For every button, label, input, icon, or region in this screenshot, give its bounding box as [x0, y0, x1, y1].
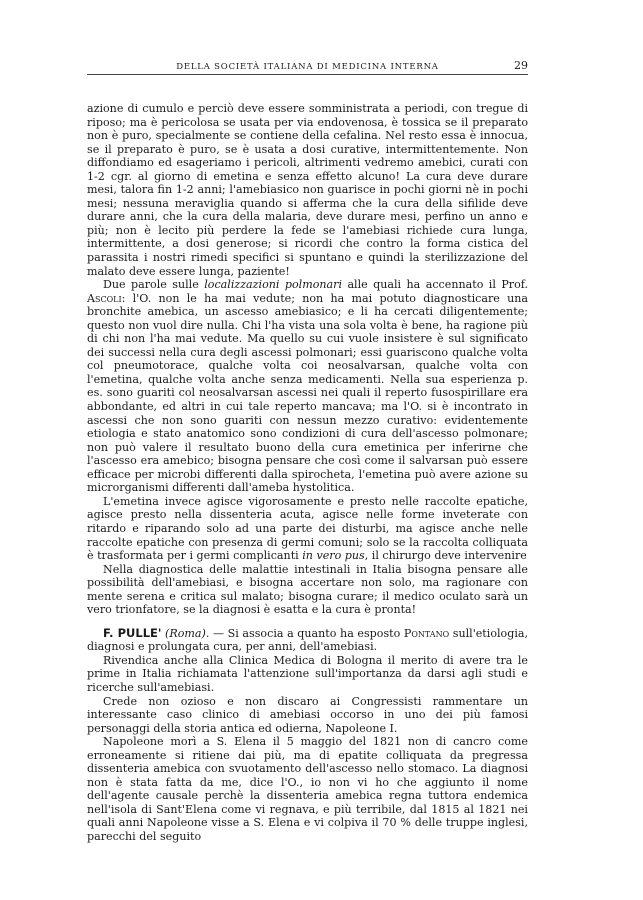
p2-text-a: Due parole sulle	[103, 278, 205, 292]
p5-text-a: . — Si associa a quanto ha esposto	[205, 626, 404, 640]
speaker-name: F. PULLE'	[103, 625, 162, 640]
page	[87, 58, 528, 844]
running-head: DELLA SOCIETÀ ITALIANA DI MEDICINA INTERNA	[176, 62, 439, 72]
p2-text-c: alle quali ha accennato il Prof.	[342, 278, 529, 292]
p3-text-a: L'emetina invece agisce vigorosamente e presto nelle raccolte epatiche, agisce presto nella dissenteria acuta, agisce nelle forme inveterate con ritardo e riparando solo ad una parte dei disturbi, ma agisce anche nelle raccolte epatiche con presenza di germi comuni; solo se la raccolta colliquata è trasformata per i germi complicanti	[87, 494, 528, 563]
page-header	[87, 58, 528, 76]
paragraph-3	[87, 495, 528, 563]
paragraph-8: Napoleone morì a S. Elena il 5 maggio del 1821 non di cancro come erroneamente si ritiene dai più, ma di epatite colliquata da pregressa dissenteria amebica con svuotamento dell'ascesso nello stomaco. La diagnosi non è stata fatta da me, dice l'O., io non vi ho che aggiunto il nome dell'agente causale perchè la dissenteria amebica regna tuttora endemica nell'isola di Sant'Elena come vi regnava, e più terribile, dal 1815 al 1821 nei quali anni Napoleone visse a S. Elena e vi colpiva il 70 % delle truppe inglesi, parecchi del seguito	[87, 735, 528, 843]
p2-text-e: : l'O. non le ha mai vedute; non ha mai potuto diagnosticare una bronchite amebica, un ascesso amebiasico; e li ha cercati diligentemente; questo non vuol dire nulla. Chi l'ha vista una sola volta è bene, ha ragione più di chi non l'ha mai vedute. Ma quello su cui vuole insistere è sul significato dei successi nella cura degli ascessi polmonari; essi guariscono qualche volta col pneumotorace, qualche volta coi neosalvarsan, qualche volta con l'emetina, qualche volta anche senza medicamenti. Nella sua esperienza p. es. sono guariti col neosalvarsan ascessi nei quali il reperto fusospirillare era abbondante, ed altri in cui tale reperto mancava; ma l'O. si è incontrato in ascessi che non sono guariti con nessun mezzo curativo: evidentemente etiologia e stato anatomico sono condizioni di cura dell'ascesso polmonare; non può valere il resultato buono della cura emetinica per inferirne che l'ascesso era amebico; bisogna pensare che così come il salvarsan può essere efficace per microbi differenti dalla spirocheta, l'emetina può avere azione su microrganismi differenti dall'ameba hystolitica.	[87, 291, 528, 495]
header-rule	[87, 74, 528, 75]
paragraph-7: Crede non ozioso e non discaro ai Congressisti rammentare un interessante caso clinico di amebiasi occorso in uno dei più famosi personaggi della storia antica ed odierna, Napoleone I.	[87, 694, 528, 735]
speaker-city: (Roma)	[165, 626, 206, 640]
p5-text-c: sull'etiologia, diagnosi e prolungata cura, per anni, dell'amebiasi.	[87, 626, 529, 654]
p2-italic-term: localizzazioni polmonari	[204, 278, 343, 292]
p3-italic-term: in vero pus	[302, 549, 365, 563]
page-number: 29	[514, 59, 528, 72]
p3-text-c: , il chirurgo deve intervenire	[364, 549, 527, 563]
paragraph-6: Rivendica anche alla Clinica Medica di Bologna il merito di avere tra le prime in Italia richiamata l'attenzione sull'importanza da darsi agli studi e ricerche sull'amebiasi.	[87, 653, 528, 694]
p5-name-pontano: Pontano	[403, 626, 450, 640]
paragraph-5	[87, 627, 528, 654]
paragraph-2	[87, 278, 528, 495]
paragraph-1: azione di cumulo e perciò deve essere somministrata a periodi, con tregue di riposo; ma è pericolosa se usata per via endovenosa, è tossica se il preparato non è puro, specialmente se contiene della cefalina. Nel resto essa è innocua, se il preparato è puro, se è usata a dosi curative, intermittentemente. Non diffondiamo ed esageriamo i pericoli, altrimenti vedremo amebici, curati con 1-2 cgr. al giorno di emetina e senza effetto alcuno! La cura deve durare mesi, talora fin 1-2 anni; l'amebiasico non guarisce in pochi giorni nè in pochi mesi; nessuna meraviglia quando si afferma che la cura della sifilide deve durare anni, che la cura della malaria, deve durare mesi, perfino un anno e più; non è lecito più perdere la fede se l'amebiasi richiede cura lunga, intermittente, a dosi generose; si ricordi che contro la forma cistica del parassita i nostri rimedi specifici si spuntano e quindi la sterilizzazione del malato deve essere lunga, paziente!	[87, 102, 528, 278]
p2-name-ascoli: Ascoli	[87, 291, 122, 305]
paragraph-4: Nella diagnostica delle malattie intestinali in Italia bisogna pensare alle possibilità dell'amebiasi, e bisogna accertare non solo, ma ragionare con mente serena e critica sul malato; bisogna curare; il medico oculato sarà un vero trionfatore, se la diagnosi è esatta e la cura è pronta!	[87, 562, 528, 617]
article-body	[87, 102, 528, 844]
